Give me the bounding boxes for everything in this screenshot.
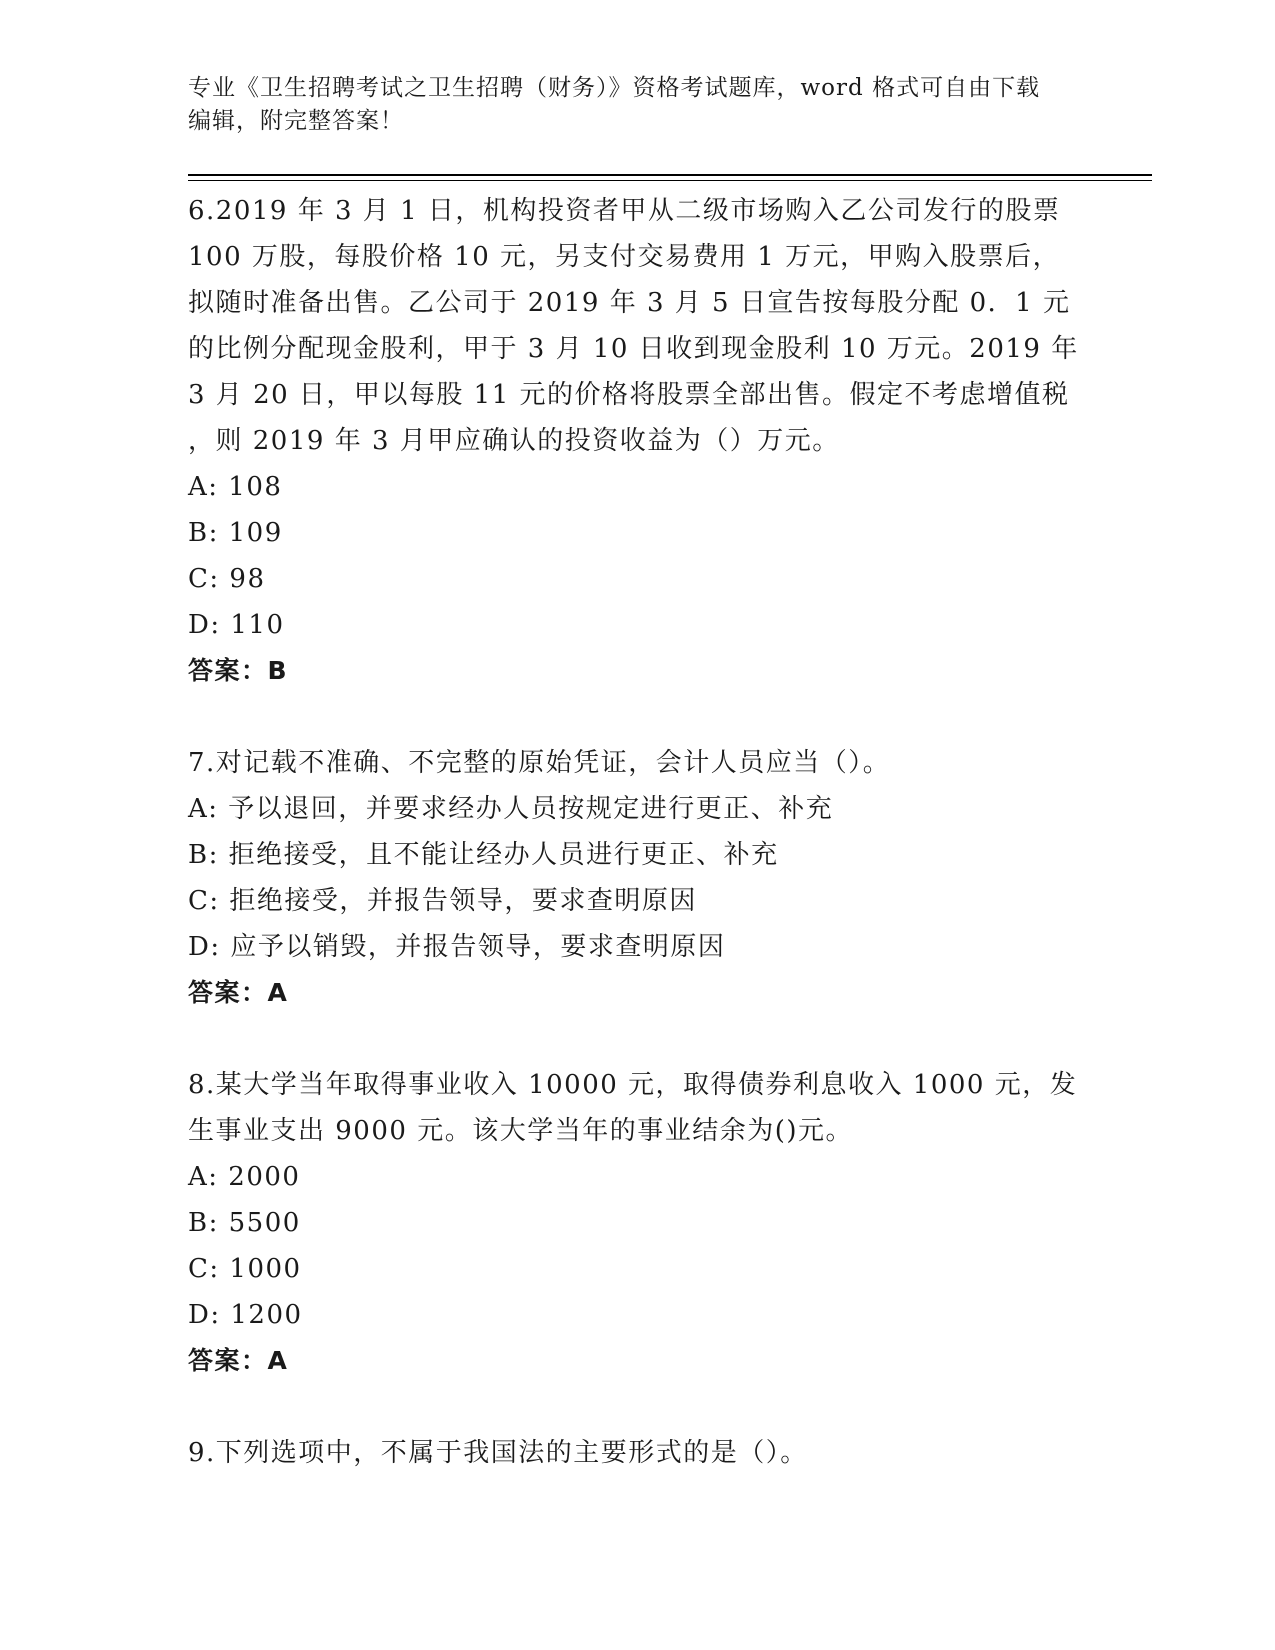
question-spacer [188,1016,1088,1062]
question-8 [188,1062,1088,1384]
question-6 [188,188,1088,694]
option-a: A: 予以退回，并要求经办人员按规定进行更正、补充 [188,794,834,824]
option-d: D: 应予以销毁，并报告领导，要求查明原因 [188,932,726,962]
header-line-2: 编辑，附完整答案！ [188,108,404,134]
question-text-line: 生事业支出 9000 元。该大学当年的事业结余为()元。 [188,1116,853,1146]
question-7 [188,740,1088,1016]
answer-label: 答案：B [188,656,289,685]
option-c: C: 98 [188,564,266,594]
option-a: A: 108 [188,472,283,502]
answer-label: 答案：A [188,1346,289,1375]
option-d: D: 1200 [188,1300,303,1330]
question-list [188,188,1088,1476]
question-text-line: 3 月 20 日，甲以每股 11 元的价格将股票全部出售。假定不考虑增值税 [188,380,1070,410]
option-b: B: 5500 [188,1208,301,1238]
question-text-line: 的比例分配现金股利，甲于 3 月 10 日收到现金股利 10 万元。2019 年 [188,334,1079,364]
option-d: D: 110 [188,610,285,640]
answer-label: 答案：A [188,978,289,1007]
option-a: A: 2000 [188,1162,301,1192]
question-spacer [188,694,1088,740]
question-text-line: ，则 2019 年 3 月甲应确认的投资收益为（）万元。 [188,426,840,456]
question-text-line: 100 万股，每股价格 10 元，另支付交易费用 1 万元，甲购入股票后， [188,242,1061,272]
option-c: C: 1000 [188,1254,302,1284]
question-text-line: 7.对记载不准确、不完整的原始凭证，会计人员应当（）。 [188,748,891,778]
question-text-line: 6.2019 年 3 月 1 日，机构投资者甲从二级市场购入乙公司发行的股票 [188,196,1061,226]
question-text-line: 拟随时准备出售。乙公司于 2019 年 3 月 5 日宣告按每股分配 0．1 元 [188,288,1071,318]
question-spacer [188,1384,1088,1430]
header-divider-thick [188,174,1152,176]
option-b: B: 拒绝接受，且不能让经办人员进行更正、补充 [188,840,779,870]
header-divider-thin [188,180,1152,181]
header-line-1: 专业《卫生招聘考试之卫生招聘（财务）》资格考试题库，word 格式可自由下载 [188,75,1041,101]
question-text-line: 8.某大学当年取得事业收入 10000 元，取得债券利息收入 1000 元，发 [188,1070,1078,1100]
option-b: B: 109 [188,518,283,548]
question-9 [188,1430,1088,1476]
question-text-line: 9.下列选项中，不属于我国法的主要形式的是（）。 [188,1438,808,1468]
option-c: C: 拒绝接受，并报告领导，要求查明原因 [188,886,697,916]
document-header [188,72,1088,138]
